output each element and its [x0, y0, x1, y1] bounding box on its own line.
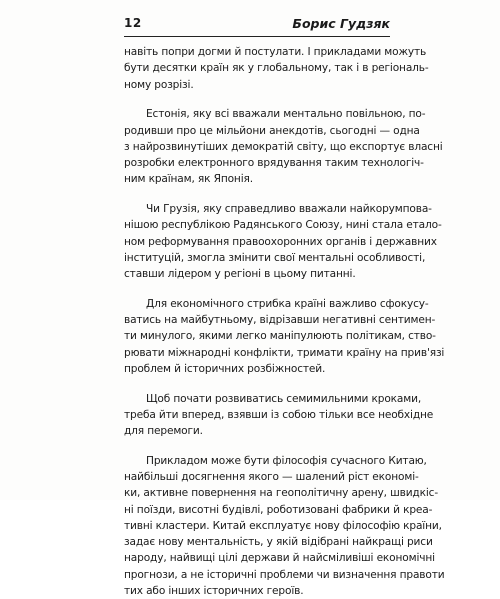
text-line: народу, найвищі цілі держави й найсміливіші економічні — [124, 552, 435, 565]
paragraph — [124, 44, 429, 93]
text-line: бути десятки країн як у глобальному, так і в регіональ- — [124, 62, 429, 75]
text-line: Естонія, яку всі вважали ментально повільною, по- — [146, 108, 426, 121]
text-line: Для економічного стрибка країні важливо сфокусу- — [146, 297, 429, 310]
text-line: Щоб почати розвиватись семимильними кроками, — [146, 392, 422, 405]
paragraph — [124, 296, 445, 377]
running-head-author: Борис Гудзяк — [292, 16, 390, 31]
text-line: рювати міжнародні конфлікти, тримати країну на прив'язі — [124, 346, 445, 359]
text-line: задає нову ментальність, у якій відібрані найкращі риси — [124, 536, 433, 548]
text-line: Прикладом може бути філософія сучасного Китаю, — [146, 454, 427, 467]
text-line: прогнози, а не історичні проблеми чи визначення правоти — [124, 568, 445, 581]
text-line: ватись на майбутньому, відрізавши негативні сентимен- — [124, 314, 436, 326]
paragraph — [124, 201, 442, 282]
text-line: тивні кластери. Китай експлуатує нову філософію країни, — [124, 519, 442, 532]
paragraph — [124, 453, 445, 599]
page-body — [124, 44, 445, 599]
paragraph — [124, 391, 434, 440]
page-header — [124, 14, 390, 37]
page-number: 12 — [124, 16, 142, 30]
text-line: для перемоги. — [124, 425, 203, 437]
text-line: тих або інших історичних героїв. — [124, 584, 304, 597]
text-line: ному розрізі. — [124, 78, 194, 91]
text-line: треба йти вперед, взявши із собою тільки все необхідне — [124, 408, 434, 421]
text-line: інституцій, змогла змінити свої ментальні особливості, — [124, 251, 426, 264]
text-line: проблем й історичних розбіжностей. — [124, 362, 326, 375]
text-line: родивши про це мільйони анекдотів, сьогодні — одна — [124, 124, 420, 137]
text-line: ні поїзди, висотні будівлі, роботизовані фабрики й креа- — [124, 503, 433, 516]
text-line: ки, активне повернення на геополітичну арену, швидкіс- — [124, 487, 439, 500]
text-line: нішою республікою Радянського Союзу, нині стала етало- — [124, 219, 442, 232]
text-line: Чи Грузія, яку справедливо вважали найкорумпова- — [146, 203, 432, 215]
text-line: ним країнам, як Японія. — [124, 173, 253, 186]
text-line: найбільші досягнення якого — шалений ріст економі- — [124, 471, 419, 483]
text-line: навіть попри догми й постулати. І прикладами можуть — [124, 46, 427, 58]
text-line: розробки електронного врядування таким технологіч- — [124, 157, 424, 169]
text-line: з найрозвинутіших демократій світу, що експортує власні — [124, 140, 443, 153]
paragraph — [124, 106, 443, 187]
text-line: ти минулого, якими легко маніпулюють політикам, ство- — [124, 330, 436, 343]
text-line: ном реформування правоохоронних органів і державних — [124, 235, 437, 248]
text-line: ставши лідером у регіоні в цьому питанні. — [124, 268, 356, 280]
